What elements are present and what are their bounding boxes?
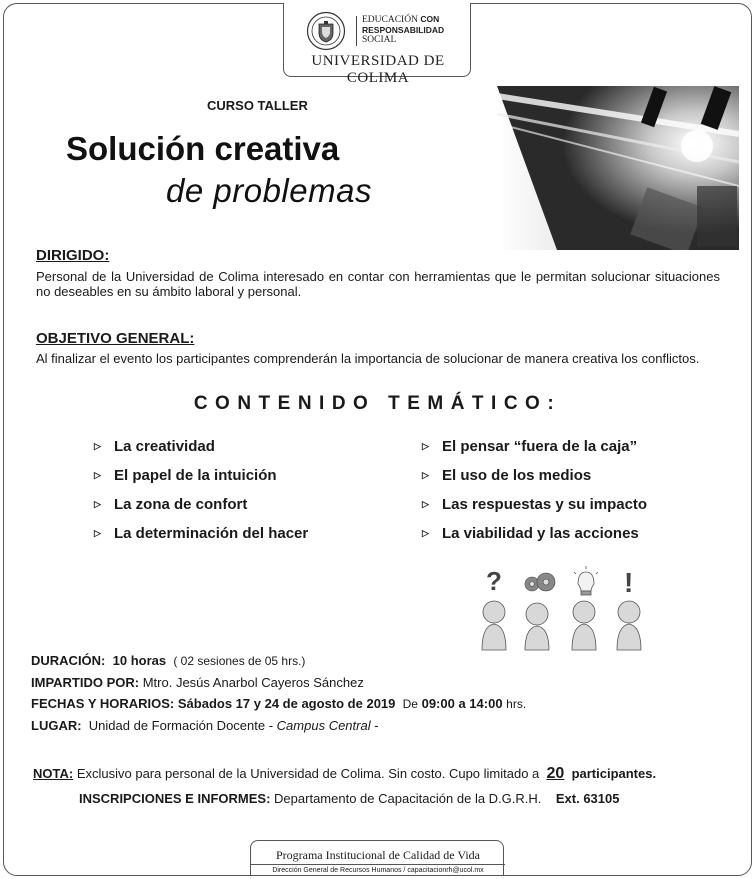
contenido-heading: CONTENIDO TEMÁTICO: — [193, 393, 562, 414]
university-seal-icon — [306, 11, 346, 51]
topic-item: ▷ El pensar “fuera de la caja” — [422, 438, 638, 455]
topic-item: ▷ La viabilidad y las acciones — [422, 525, 639, 542]
topic-item: ▷ Las respuestas y su impacto — [422, 496, 648, 513]
duracion-line: DURACIÓN: 10 horas ( 02 sesiones de 05 hrs.) — [31, 653, 306, 668]
triangle-bullet-icon: ▷ — [94, 499, 101, 509]
topic-item: ▷ La zona de confort — [94, 496, 248, 513]
triangle-bullet-icon: ▷ — [422, 441, 429, 451]
topic-item: ▷ La creatividad — [94, 438, 215, 455]
logo-divider — [356, 16, 357, 46]
footer-divider — [251, 864, 505, 865]
triangle-bullet-icon: ▷ — [422, 528, 429, 538]
objetivo-heading: OBJETIVO GENERAL: — [36, 330, 195, 347]
topic-item: ▷ La determinación del hacer — [94, 525, 309, 542]
triangle-bullet-icon: ▷ — [94, 441, 101, 451]
triangle-bullet-icon: ▷ — [422, 499, 429, 509]
nota-line: NOTA: Exclusivo para personal de la Universidad de Colima. Sin costo. Cupo limitado a 20 participantes. — [33, 765, 657, 782]
impartido-line: IMPARTIDO POR: Mtro. Jesús Anarbol Cayeros Sánchez — [31, 675, 364, 690]
course-type: CURSO TALLER — [207, 98, 308, 113]
logo-tagline: EDUCACIÓN CON RESPONSABILIDAD SOCIAL — [362, 14, 445, 45]
abstract-tech-graphic — [497, 86, 739, 250]
svg-text:!: ! — [624, 567, 634, 598]
footer-contact: Dirección General de Recursos Humanos / capacitacionrh@ucol.mx — [272, 867, 484, 874]
course-subtitle: de problemas — [166, 172, 372, 209]
topic-item: ▷ El papel de la intuición — [94, 467, 277, 484]
objetivo-text: Al finalizar el evento los participantes comprenderán la importancia de solucionar de manera creativa los conflictos. — [36, 351, 700, 366]
thinking-people-illustration — [474, 566, 654, 652]
fechas-line: FECHAS Y HORARIOS: Sábados 17 y 24 de agosto de 2019 De 09:00 a 14:00 hrs. — [31, 696, 527, 711]
inscripciones-line: INSCRIPCIONES E INFORMES: Departamento de Capacitación de la D.G.R.H. Ext. 63105 — [79, 791, 620, 806]
university-logo — [283, 3, 471, 86]
dirigido-heading: DIRIGIDO: — [36, 247, 110, 264]
university-name: UNIVERSIDAD DE COLIMA — [311, 53, 445, 86]
dirigido-text: Personal de la Universidad de Colima interesado en contar con herramientas que le permitan solucionar situaciones no deseables en su ámbito laboral y personal. — [36, 269, 720, 299]
triangle-bullet-icon: ▷ — [422, 470, 429, 480]
course-title: Solución creativa — [66, 130, 340, 167]
footer-box — [250, 840, 504, 876]
lugar-line: LUGAR: Unidad de Formación Docente - Campus Central - — [31, 718, 379, 733]
topic-item: ▷ El uso de los medios — [422, 467, 592, 484]
svg-text:?: ? — [486, 566, 502, 596]
program-name: Programa Institucional de Calidad de Vida — [275, 848, 480, 862]
triangle-bullet-icon: ▷ — [94, 528, 101, 538]
triangle-bullet-icon: ▷ — [94, 470, 101, 480]
